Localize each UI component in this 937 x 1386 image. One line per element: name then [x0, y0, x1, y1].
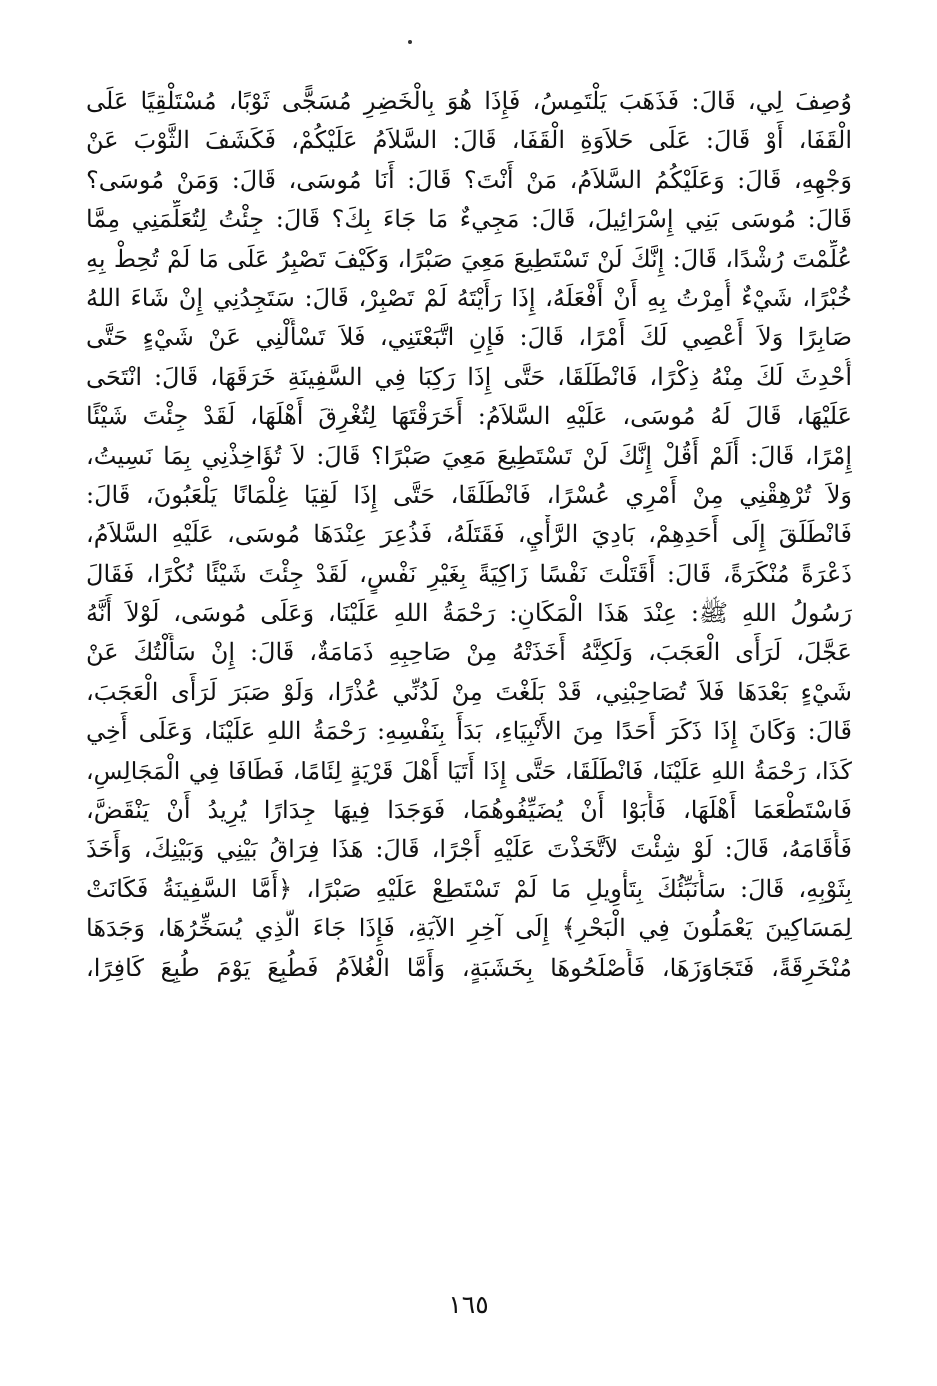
text-line: شَيْءٍ بَعْدَهَا فَلاَ تُصَاحِبْنِي، قَدْ بَلَغْتَ مِنْ لَدُنِّي عُذْرًا، وَلَوْ صَبَرَ لَرَأَى الْعَجَبَ،: [86, 677, 852, 706]
text-line: بِثَوْبِهِ، قَالَ: سَأُنَبِّئُكَ بِتَأْوِيلِ مَا لَمْ تَسْتَطِعْ عَلَيْهِ صَبْرًا، ﴿أَمَّا السَّفِينَةُ فَكَانَتْ: [86, 874, 852, 903]
text-line: فَانْطَلَقَ إِلَى أَحَدِهِمْ، بَادِيَ الرَّأْيِ، فَقَتَلَهُ، فَذُعِرَ عِنْدَهَا مُوسَى، عَلَيْهِ السَّلاَمُ،: [86, 520, 852, 549]
page-number: ١٦٥: [448, 1290, 489, 1319]
text-line: عُلِّمْتَ رُشْدًا، قَالَ: إِنَّكَ لَنْ تَسْتَطِيعَ مَعِيَ صَبْرًا، وَكَيْفَ تَصْبِرُ عَلَى مَا لَمْ تُحِطْ بِهِ: [86, 244, 852, 273]
text-line: عَجَّلَ، لَرَأَى الْعَجَبَ، وَلَكِنَّهُ أَخَذَتْهُ مِنْ صَاحِبِهِ ذَمَامَةٌ، قَالَ: إِنْ سَأَلْتُكَ عَنْ: [86, 638, 852, 667]
text-line: وَلاَ تُرْهِقْنِي مِنْ أَمْرِي عُسْرًا، فَانْطَلَقَا، حَتَّى إِذَا لَقِيَا غِلْمَانًا يَلْعَبُونَ، قَالَ:: [86, 480, 852, 509]
text-line: الْقَفَا، أَوْ قَالَ: عَلَى حَلاَوَةِ الْقَفَا، قَالَ: السَّلاَمُ عَلَيْكُمْ، فَكَشَفَ الثَّوْبَ عَنْ: [86, 126, 852, 155]
text-line: قَالَ: وَكَانَ إِذَا ذَكَرَ أَحَدًا مِنَ الأَنْبِيَاءِ، بَدَأَ بِنَفْسِهِ: رَحْمَةُ اللهِ عَلَيْنَا، وَعَلَى أَخِي: [86, 717, 852, 746]
text-line: ذَعْرَةً مُنْكَرَةً، قَالَ: أَقَتَلْتَ نَفْسًا زَاكِيَةً بِغَيْرِ نَفْسٍ، لَقَدْ جِئْتَ شَيْئًا نُكْرًا، فَقَالَ: [86, 559, 852, 588]
top-dot-mark: [408, 40, 412, 44]
text-line: إِمْرًا، قَالَ: أَلَمْ أَقُلْ إِنَّكَ لَنْ تَسْتَطِيعَ مَعِيَ صَبْرًا؟ قَالَ: لاَ تُؤَاخِذْنِي بِمَا نَسِيتُ،: [86, 441, 852, 470]
text-line: مُنْخَرِقَةً، فَتَجَاوَزَهَا، فَأَصْلَحُوهَا بِخَشَبَةٍ، وَأَمَّا الْغُلاَمُ فَطُبِعَ يَوْمَ طُبِعَ كَافِرًا،: [86, 953, 852, 982]
text-line: وُصِفَ لِي، قَالَ: فَذَهَبَ يَلْتَمِسُ، فَإِذَا هُوَ بِالْخَضِرِ مُسَجًّى ثَوْبًا، مُسْتَلْقِيًا عَلَى: [86, 87, 852, 115]
text-line: كَذَا، رَحْمَةُ اللهِ عَلَيْنَا، فَانْطَلَقَا، حَتَّى إِذَا أَتَيَا أَهْلَ قَرْيَةٍ لِئَامًا، فَطَافَا فِي الْمَجَالِسِ،: [86, 756, 852, 785]
text-line: لِمَسَاكِينَ يَعْمَلُونَ فِي الْبَحْرِ﴾ إِلَى آخِرِ الآيَةِ، فَإِذَا جَاءَ الَّذِي يُسَخِّرُهَا، وَجَدَهَا: [86, 914, 852, 943]
text-line: صَابِرًا وَلاَ أَعْصِي لَكَ أَمْرًا، قَالَ: فَإِنِ اتَّبَعْتَنِي، فَلاَ تَسْأَلْنِي عَنْ شَيْءٍ حَتَّى: [86, 323, 852, 352]
text-line: أُحْدِثَ لَكَ مِنْهُ ذِكْرًا، فَانْطَلَقَا، حَتَّى إِذَا رَكِبَا فِي السَّفِينَةِ خَرَقَهَا، قَالَ: انْتَحَى: [86, 362, 852, 391]
text-line: خُبْرًا، شَيْءٌ أُمِرْتُ بِهِ أَنْ أَفْعَلَهُ، إِذَا رَأَيْتَهُ لَمْ تَصْبِرْ، قَالَ: سَتَجِدُنِي إِنْ شَاءَ اللهُ: [86, 283, 852, 312]
text-line: رَسُولُ اللهِ ﷺ: عِنْدَ هَذَا الْمَكَانِ: رَحْمَةُ اللهِ عَلَيْنَا، وَعَلَى مُوسَى، لَوْلاَ أَنَّهُ: [86, 599, 852, 628]
body-text: [86, 82, 852, 988]
text-line: قَالَ: مُوسَى بَنِي إِسْرَائِيلَ، قَالَ: مَجِيءٌ مَا جَاءَ بِكَ؟ قَالَ: جِئْتُ لِتُعَلِّمَنِي مِمَّا: [86, 205, 852, 234]
text-line: وَجْهِهِ، قَالَ: وَعَلَيْكُمُ السَّلاَمُ، مَنْ أَنْتَ؟ قَالَ: أَنَا مُوسَى، قَالَ: وَمَنْ مُوسَى؟: [86, 165, 852, 194]
text-line: فَاسْتَطْعَمَا أَهْلَهَا، فَأَبَوْا أَنْ يُضَيِّفُوهُمَا، فَوَجَدَا فِيهَا جِدَارًا يُرِيدُ أَنْ يَنْقَضَّ،: [86, 796, 852, 825]
text-line: فَأَقَامَهُ، قَالَ: لَوْ شِئْتَ لاَتَّخَذْتَ عَلَيْهِ أَجْرًا، قَالَ: هَذَا فِرَاقُ بَيْنِي وَبَيْنِكَ، وَأَخَذَ: [86, 835, 852, 864]
text-line: عَلَيْهَا، قَالَ لَهُ مُوسَى، عَلَيْهِ السَّلاَمُ: أَخَرَقْتَهَا لِتُغْرِقَ أَهْلَهَا، لَقَدْ جِئْتَ شَيْئًا: [86, 402, 852, 431]
